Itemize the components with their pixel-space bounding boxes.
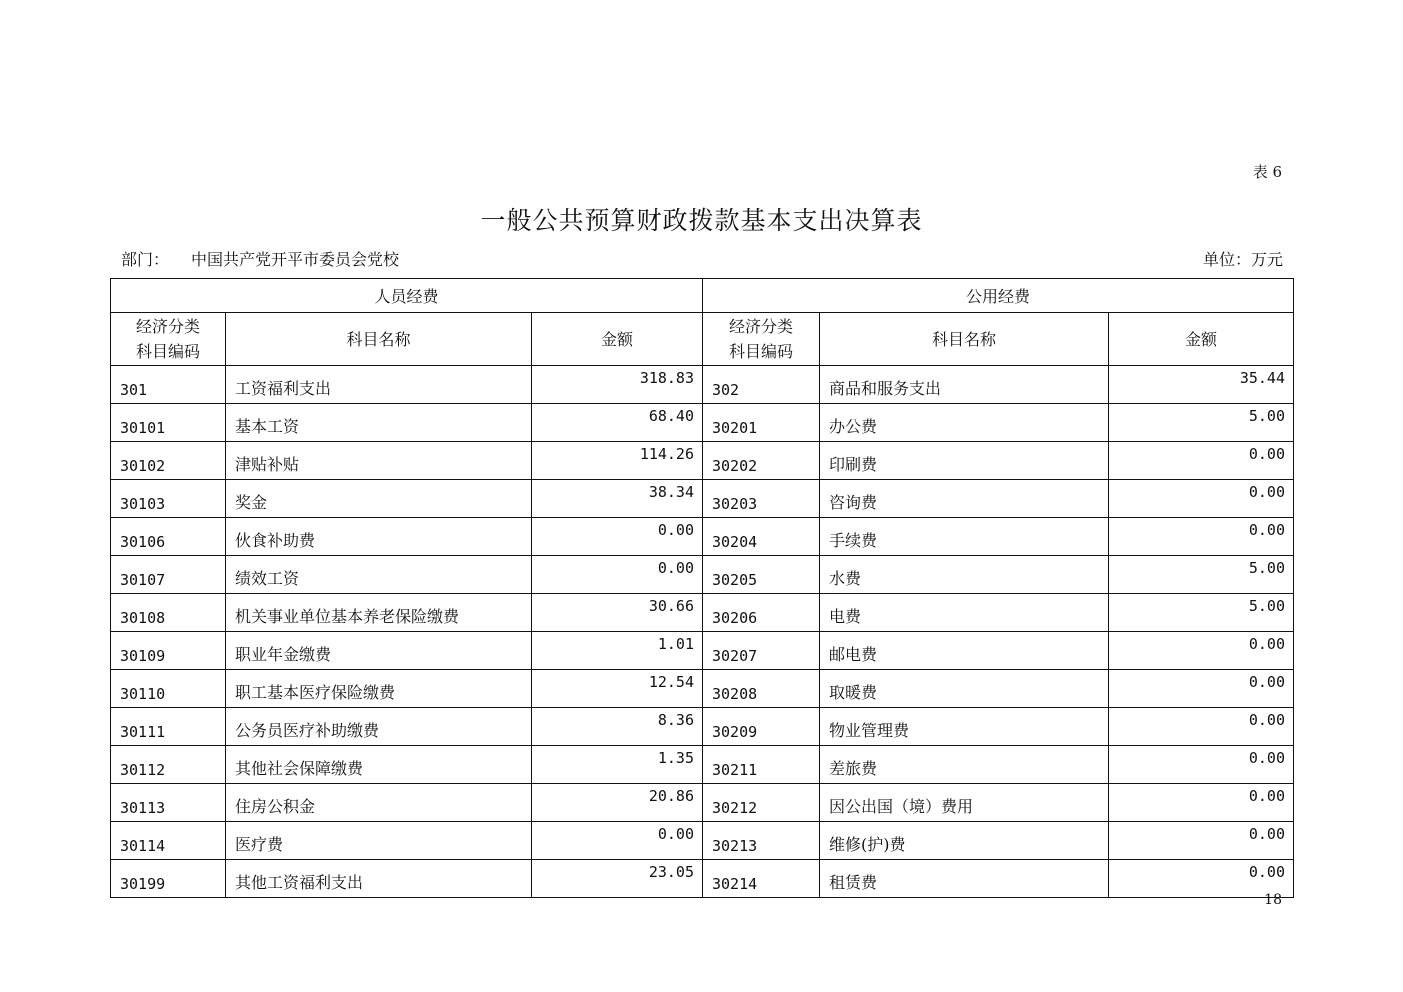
table-row [111, 442, 1294, 480]
right-amount-cell: 35.44 [1109, 366, 1294, 404]
right-amount-cell: 0.00 [1109, 860, 1294, 898]
left-code-cell: 30101 [111, 404, 226, 442]
right-amount-cell: 0.00 [1109, 708, 1294, 746]
right-name-cell: 租赁费 [820, 860, 1109, 898]
table-row [111, 632, 1294, 670]
group-public-header: 公用经费 [703, 279, 1294, 313]
right-name-header: 科目名称 [820, 313, 1109, 366]
left-name-cell: 住房公积金 [226, 784, 532, 822]
right-amount-cell: 0.00 [1109, 670, 1294, 708]
column-header-row [111, 313, 1294, 366]
left-amount-cell: 68.40 [532, 404, 703, 442]
left-code-cell: 30107 [111, 556, 226, 594]
left-code-cell: 30109 [111, 632, 226, 670]
left-amount-header: 金额 [532, 313, 703, 366]
right-name-cell: 差旅费 [820, 746, 1109, 784]
right-code-cell: 30211 [703, 746, 820, 784]
left-name-cell: 奖金 [226, 480, 532, 518]
table-row [111, 404, 1294, 442]
left-code-cell: 30112 [111, 746, 226, 784]
left-code-header-line1: 经济分类 [135, 317, 200, 336]
page-title: 一般公共预算财政拨款基本支出决算表 [480, 206, 923, 235]
left-amount-cell: 38.34 [532, 480, 703, 518]
left-code-cell: 301 [111, 366, 226, 404]
right-code-cell: 30207 [703, 632, 820, 670]
right-name-cell: 取暖费 [820, 670, 1109, 708]
table-row [111, 556, 1294, 594]
left-amount-cell: 20.86 [532, 784, 703, 822]
page-number: 18 [1264, 892, 1282, 908]
right-code-cell: 30206 [703, 594, 820, 632]
right-code-header-line2: 科目编码 [728, 342, 793, 361]
left-amount-cell: 318.83 [532, 366, 703, 404]
table-row [111, 746, 1294, 784]
right-name-cell: 邮电费 [820, 632, 1109, 670]
table-row [111, 708, 1294, 746]
right-code-header-line1: 经济分类 [728, 317, 793, 336]
table-row [111, 366, 1294, 404]
left-name-cell: 基本工资 [226, 404, 532, 442]
right-code-header [703, 313, 820, 366]
right-name-cell: 办公费 [820, 404, 1109, 442]
right-amount-header: 金额 [1109, 313, 1294, 366]
table-row [111, 860, 1294, 898]
unit-label: 单位：万元 [1202, 250, 1283, 269]
left-name-cell: 职工基本医疗保险缴费 [226, 670, 532, 708]
right-code-cell: 30202 [703, 442, 820, 480]
left-amount-cell: 0.00 [532, 518, 703, 556]
left-code-cell: 30113 [111, 784, 226, 822]
budget-table [110, 278, 1294, 898]
department-line [121, 247, 399, 270]
left-code-cell: 30103 [111, 480, 226, 518]
left-amount-cell: 0.00 [532, 822, 703, 860]
left-name-cell: 伙食补助费 [226, 518, 532, 556]
left-name-cell: 机关事业单位基本养老保险缴费 [226, 594, 532, 632]
left-amount-cell: 12.54 [532, 670, 703, 708]
left-code-cell: 30108 [111, 594, 226, 632]
left-name-header: 科目名称 [226, 313, 532, 366]
table-row [111, 822, 1294, 860]
department-label: 部门： [121, 250, 170, 269]
left-amount-cell: 30.66 [532, 594, 703, 632]
left-code-cell: 30110 [111, 670, 226, 708]
right-name-cell: 商品和服务支出 [820, 366, 1109, 404]
table-row [111, 480, 1294, 518]
right-name-cell: 咨询费 [820, 480, 1109, 518]
left-amount-cell: 1.35 [532, 746, 703, 784]
left-code-header [111, 313, 226, 366]
left-amount-cell: 1.01 [532, 632, 703, 670]
right-name-cell: 维修(护)费 [820, 822, 1109, 860]
right-amount-cell: 5.00 [1109, 556, 1294, 594]
left-code-cell: 30102 [111, 442, 226, 480]
right-code-cell: 30212 [703, 784, 820, 822]
left-code-header-line2: 科目编码 [135, 342, 200, 361]
right-code-cell: 30208 [703, 670, 820, 708]
left-name-cell: 公务员医疗补助缴费 [226, 708, 532, 746]
left-code-cell: 30111 [111, 708, 226, 746]
left-name-cell: 医疗费 [226, 822, 532, 860]
right-code-cell: 302 [703, 366, 820, 404]
left-name-cell: 绩效工资 [226, 556, 532, 594]
left-name-cell: 工资福利支出 [226, 366, 532, 404]
right-code-cell: 30209 [703, 708, 820, 746]
left-code-cell: 30106 [111, 518, 226, 556]
right-name-cell: 手续费 [820, 518, 1109, 556]
right-code-cell: 30214 [703, 860, 820, 898]
department-name: 中国共产党开平市委员会党校 [191, 250, 400, 269]
right-name-cell: 水费 [820, 556, 1109, 594]
left-code-cell: 30199 [111, 860, 226, 898]
table-row [111, 670, 1294, 708]
right-code-cell: 30204 [703, 518, 820, 556]
right-amount-cell: 5.00 [1109, 404, 1294, 442]
right-amount-cell: 0.00 [1109, 784, 1294, 822]
left-name-cell: 职业年金缴费 [226, 632, 532, 670]
left-code-cell: 30114 [111, 822, 226, 860]
right-amount-cell: 0.00 [1109, 632, 1294, 670]
right-amount-cell: 0.00 [1109, 518, 1294, 556]
right-amount-cell: 0.00 [1109, 480, 1294, 518]
left-name-cell: 其他工资福利支出 [226, 860, 532, 898]
group-header-row [111, 279, 1294, 313]
right-code-cell: 30203 [703, 480, 820, 518]
right-amount-cell: 0.00 [1109, 746, 1294, 784]
right-name-cell: 物业管理费 [820, 708, 1109, 746]
left-name-cell: 其他社会保障缴费 [226, 746, 532, 784]
left-name-cell: 津贴补贴 [226, 442, 532, 480]
left-amount-cell: 114.26 [532, 442, 703, 480]
right-name-cell: 因公出国（境）费用 [820, 784, 1109, 822]
right-name-cell: 印刷费 [820, 442, 1109, 480]
right-code-cell: 30201 [703, 404, 820, 442]
table-row [111, 784, 1294, 822]
right-name-cell: 电费 [820, 594, 1109, 632]
right-code-cell: 30205 [703, 556, 820, 594]
table-row [111, 594, 1294, 632]
right-amount-cell: 5.00 [1109, 594, 1294, 632]
right-code-cell: 30213 [703, 822, 820, 860]
table-body [111, 366, 1294, 898]
right-amount-cell: 0.00 [1109, 822, 1294, 860]
group-personnel-header: 人员经费 [111, 279, 703, 313]
table-number: 表 6 [1252, 163, 1282, 181]
right-amount-cell: 0.00 [1109, 442, 1294, 480]
left-amount-cell: 0.00 [532, 556, 703, 594]
left-amount-cell: 8.36 [532, 708, 703, 746]
table-row [111, 518, 1294, 556]
left-amount-cell: 23.05 [532, 860, 703, 898]
